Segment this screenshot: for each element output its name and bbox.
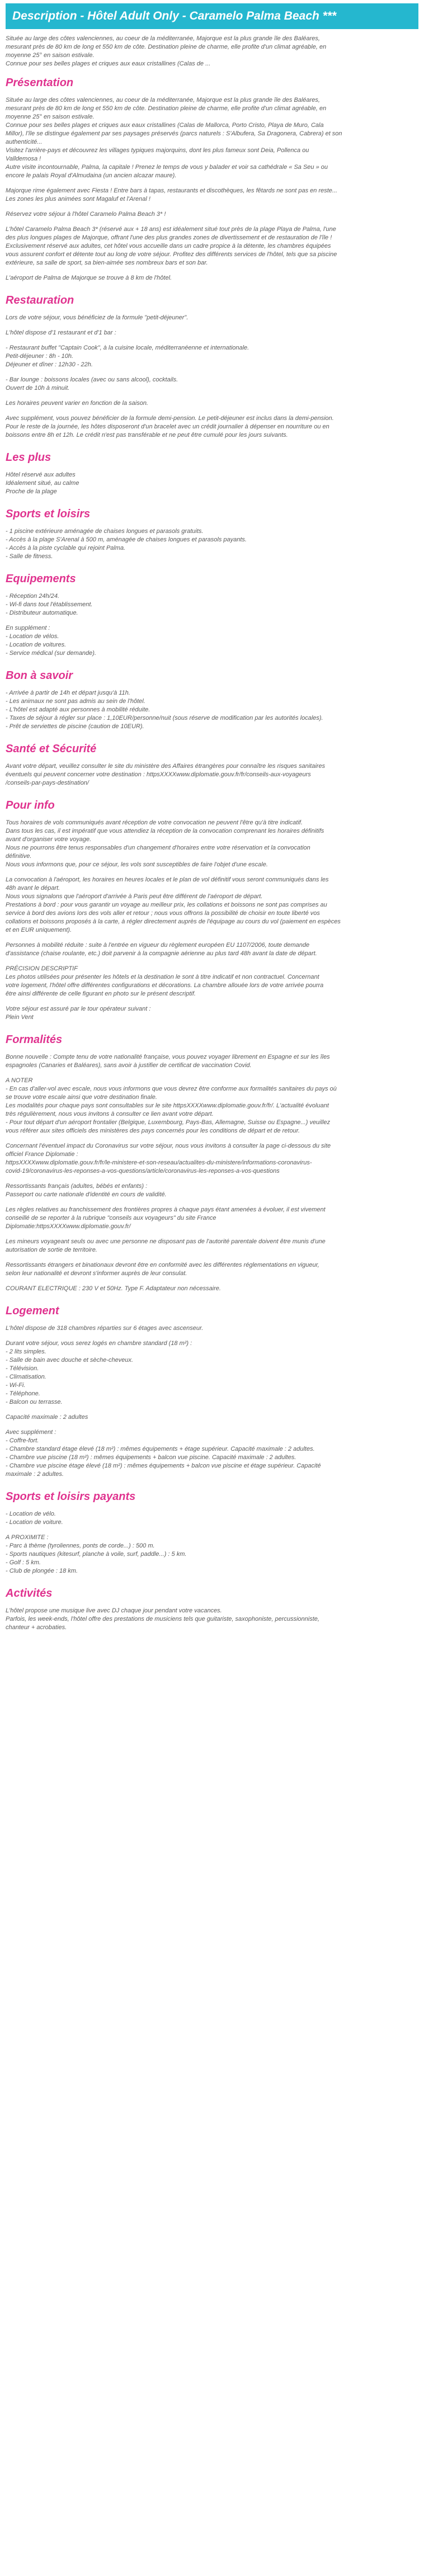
- text-block: [6, 96, 418, 180]
- text-line: - Sports nautiques (kitesurf, planche à voile, surf, paddle...) : 5 km.: [6, 1551, 187, 1558]
- text-line: chanteur + acrobaties.: [6, 1624, 67, 1631]
- text-line: Tous horaires de vols communiqués avant réception de votre convocation ne peuvent l'être qu'à titre indicatif.: [6, 819, 303, 826]
- text-line: Millor), l'île se distingue également par ses paysages préservés (parcs naturels : S'Albufera, Sa Dragonera, Cabrera) et son: [6, 130, 342, 137]
- section: [6, 799, 418, 1022]
- text-block: [6, 1428, 418, 1479]
- text-block: [6, 1413, 418, 1422]
- text-line: PRÉCISION DESCRIPTIF: [6, 965, 78, 972]
- text-block: [6, 1206, 418, 1231]
- section-title: Restauration: [6, 294, 74, 306]
- text-line: des plus longues plages de Majorque, offrant l'une des plus grandes zones de divertissement et de restauration de l'île !: [6, 234, 332, 241]
- text-block: [6, 941, 418, 958]
- text-block: [6, 414, 418, 440]
- text-line: - Chambre vue piscine étage élevé (18 m²) : mêmes équipements + balcon vue piscine et étage supérieur. Capacité: [6, 1462, 321, 1469]
- text-line: covid-19/coronavirus-les-reponses-a-vos-questions/article/coronavirus-les-reponses-a-vos-questions: [6, 1168, 280, 1174]
- text-block: [6, 1142, 418, 1176]
- text-block: [6, 1324, 418, 1333]
- text-line: Déjeuner et dîner : 12h30 - 22h.: [6, 361, 93, 368]
- text-line: - Wi-Fi.: [6, 1382, 26, 1389]
- text-line: COURANT ELECTRIQUE : 230 V et 50Hz. Type F. Adaptateur non nécessaire.: [6, 1285, 221, 1292]
- text-line: avant d'organiser votre voyage.: [6, 836, 92, 843]
- text-block: [6, 689, 418, 731]
- text-block: [6, 314, 418, 322]
- text-block: [6, 876, 418, 935]
- text-line: Lors de votre séjour, vous bénéficiez de la formule "petit-déjeuner".: [6, 314, 189, 321]
- text-line: Avant votre départ, veuillez consulter le site du ministère des Affaires étrangères pour connaître les risques sanitaires: [6, 763, 326, 770]
- text-block: [6, 1182, 418, 1199]
- text-line: service à bord des avions lors des vols aller et retour ; nous vous offrons la possibilité de choisir en toute liberté vos: [6, 910, 320, 917]
- section-title: Bon à savoir: [6, 669, 73, 682]
- text-block: [6, 1238, 418, 1254]
- intro-line: mesurant près de 80 km de long et 550 km de côte. Destination pleine de charme, elle profite d'un climat agréable, en: [6, 44, 327, 50]
- text-line: En supplément :: [6, 625, 50, 631]
- section: [6, 742, 418, 787]
- text-line: - Club de plongée : 18 km.: [6, 1568, 78, 1574]
- text-line: Passeport ou carte nationale d'identité en cours de validité.: [6, 1191, 167, 1198]
- text-block: [6, 1261, 418, 1278]
- text-line: - Coffre-fort.: [6, 1437, 39, 1444]
- text-line: - Restaurant buffet "Captain Cook", à la cuisine locale, méditerranéenne et internationale.: [6, 345, 249, 351]
- text-line: autorisation de sortie de territoire.: [6, 1247, 97, 1253]
- text-line: Dans tous les cas, il est impératif que vous attendiez la réception de la convocation comprenant les horaires définitifs: [6, 828, 324, 834]
- text-line: Idéalement situé, au calme: [6, 480, 79, 487]
- text-line: très régulièrement, nous vous invitons à consulter ce lien avant votre départ.: [6, 1111, 214, 1117]
- intro-line: Située au large des côtes valenciennes, au coeur de la méditerranée, Majorque est la plus grande île des Baléares,: [6, 35, 320, 42]
- text-line: Parfois, les week-ends, l'hôtel offre des prestations de musiciens tels que guitariste, saxophoniste, percussionniste,: [6, 1616, 319, 1622]
- section: [6, 1587, 418, 1632]
- text-block: [6, 344, 418, 369]
- text-line: Nous vous informons que, pour ce séjour, les vols sont susceptibles de faire l'objet d'une escale.: [6, 861, 268, 868]
- text-line: Connue pour ses belles plages et criques aux eaux cristallines (Calas de Mallorca, Porto Cristo, Playa de Muro, Cala: [6, 122, 324, 129]
- text-line: se trouve votre escale ainsi que votre destination finale.: [6, 1094, 157, 1101]
- text-line: et en EUR uniquement).: [6, 927, 72, 933]
- text-line: Située au large des côtes valenciennes, au coeur de la méditerranée, Majorque est la plus grande île des Baléares,: [6, 97, 320, 103]
- text-line: Les règles relatives au franchissement des frontières propres à chaque pays étant amenées à évoluer, il est vivement: [6, 1206, 326, 1213]
- text-line: Les photos utilisées pour présenter les hôtels et la destination le sont à titre indicatif et non contractuel. Concernant: [6, 974, 319, 980]
- text-line: - Salle de bain avec douche et sèche-cheveux.: [6, 1357, 134, 1364]
- text-line: - Télévision.: [6, 1365, 39, 1372]
- text-line: - Golf : 5 km.: [6, 1559, 41, 1566]
- text-line: Petit-déjeuner : 8h - 10h.: [6, 353, 74, 360]
- text-line: - Parc à thème (tyroliennes, ponts de corde...) : 500 m.: [6, 1542, 155, 1549]
- section: [6, 1033, 418, 1293]
- text-line: Plein Vent: [6, 1014, 34, 1021]
- text-line: Durant votre séjour, vous serez logés en chambre standard (18 m²) :: [6, 1340, 192, 1347]
- section: [6, 451, 418, 496]
- text-line: Avec supplément, vous pouvez bénéficier de la formule demi-pension. Le petit-déjeuner est inclus dans la demi-pension.: [6, 415, 334, 422]
- text-line: Avec supplément :: [6, 1429, 56, 1436]
- text-line: 48h avant le départ.: [6, 885, 60, 891]
- section-title: Activités: [6, 1587, 53, 1600]
- text-line: votre logement, l'hôtel offre différentes configurations et décorations. La chambre allouée lors de votre arrivée pourra: [6, 982, 324, 989]
- text-line: - Pour tout départ d'un aéroport frontalier (Belgique, Luxembourg, Pays-Bas, Allemagne, Suisse ou Espagne...) veuillez: [6, 1119, 331, 1126]
- text-line: - L'hôtel est adapté aux personnes à mobilité réduite.: [6, 706, 150, 713]
- text-line: boissons entre 8h et 12h. Le crédit n'est pas transférable et ne peut être cumulé pour les jours suivants.: [6, 432, 288, 438]
- text-block: [6, 527, 418, 561]
- text-line: La convocation à l'aéroport, les horaires en heures locales et le plan de vol définitif vous seront communiqués dans les: [6, 876, 329, 883]
- section: [6, 1490, 418, 1575]
- intro-line: moyenne 25° en saison estivale.: [6, 52, 95, 59]
- text-line: - Téléphone.: [6, 1390, 40, 1397]
- text-line: - Les animaux ne sont pas admis au sein de l'hôtel.: [6, 698, 145, 705]
- text-line: collations et boissons proposés à la carte, à régler directement auprès de l'équipage au cours du vol (paiement en espèces: [6, 918, 341, 925]
- text-line: éventuels qui peuvent concerner votre destination : httpsXXXXwww.diplomatie.gouv.fr/fr/conseils-aux-voyageurs: [6, 771, 311, 778]
- text-block: [6, 225, 418, 267]
- text-line: vous assurent confort et détente tout au long de votre séjour. Profitez des différents services de l'hôtel, tels que sa piscine: [6, 251, 337, 258]
- text-block: [6, 1607, 418, 1632]
- text-line: - En cas d'aller-vol avec escale, nous vous informons que vous devrez être conforme aux formalités sanitaires du pays où: [6, 1086, 337, 1092]
- text-line: selon leur nationalité et devront s'informer auprès de leur consulat.: [6, 1270, 187, 1277]
- text-line: L'hôtel dispose d'1 restaurant et d'1 bar :: [6, 329, 116, 336]
- text-line: Les modalités pour chaque pays sont consultables sur le site httpsXXXXwww.diplomatie.gouv.fr/fr/. L'actualité évoluant: [6, 1102, 329, 1109]
- text-line: - Bar lounge : boissons locales (avec ou sans alcool), cocktails.: [6, 376, 178, 383]
- text-line: espagnoles (Canaries et Baléares), sans avoir à justifier de certificat de vaccination Covid.: [6, 1062, 252, 1069]
- text-line: - 2 lits simples.: [6, 1348, 46, 1355]
- text-line: - Prêt de serviettes de piscine (caution de 10EUR).: [6, 723, 144, 730]
- sections-container: [6, 76, 418, 1632]
- text-line: - Arrivée à partir de 14h et départ jusqu'à 11h.: [6, 690, 130, 696]
- section-title: Sports et loisirs payants: [6, 1490, 136, 1503]
- text-line: L'hôtel Caramelo Palma Beach 3* (réservé aux + 18 ans) est idéalement situé tout près de la plage Playa de Palma, l'une: [6, 226, 336, 233]
- text-line: Visitez l'arrière-pays et découvrez les villages typiques majorquins, dont les plus fameux sont Deia, Pollenca ou: [6, 147, 309, 154]
- text-line: Prestations à bord : pour vous garantir un voyage au meilleur prix, les collations et boissons ne sont pas comprises au: [6, 902, 327, 908]
- text-line: L'aéroport de Palma de Majorque se trouve à 8 km de l'hôtel.: [6, 275, 172, 281]
- text-line: vous référer aux sites officiels des ministères des pays concernés pour les conditions de départ et de retour.: [6, 1127, 300, 1134]
- text-line: - Service médical (sur demande).: [6, 650, 97, 657]
- text-line: - Location de voiture.: [6, 1519, 63, 1526]
- text-line: Les mineurs voyageant seuls ou avec une personne ne disposant pas de l'autorité parentale doivent être munis d'une: [6, 1238, 326, 1245]
- text-line: - 1 piscine extérieure aménagée de chaises longues et parasols gratuits.: [6, 528, 204, 535]
- text-block: [6, 819, 418, 869]
- text-line: Les horaires peuvent varier en fonction de la saison.: [6, 400, 148, 407]
- text-line: - Balcon ou terrasse.: [6, 1399, 63, 1405]
- text-block: [6, 329, 418, 337]
- section-title: Sports et loisirs: [6, 508, 91, 520]
- text-line: Ouvert de 10h à minuit.: [6, 385, 70, 391]
- text-line: Nous ne pourrons être tenus responsables d'un changement d'horaires entre votre réservation et la convocation: [6, 844, 310, 851]
- text-line: Exclusivement réservé aux adultes, cet hôtel vous accueille dans un cadre propice à la détente, les chambres équipées: [6, 243, 331, 249]
- text-block: [6, 592, 418, 617]
- page-title: Description - Hôtel Adult Only - Caramelo Palma Beach ***: [6, 3, 418, 29]
- section-title: Equipements: [6, 573, 76, 585]
- section-title: Logement: [6, 1305, 59, 1317]
- section-title: Santé et Sécurité: [6, 743, 97, 755]
- text-line: maximale : 2 adultes.: [6, 1471, 64, 1478]
- text-line: Autre visite incontournable, Palma, la capitale ! Prenez le temps de vous y balader et voir sa cathédrale « Sa Seu » ou: [6, 164, 328, 171]
- text-line: être ainsi différente de celle figurant en photo sur le présent descriptif.: [6, 990, 196, 997]
- text-line: - Accès à la plage S'Arenal à 500 m, aménagée de chaises longues et parasols payants.: [6, 536, 247, 543]
- text-line: Majorque rime également avec Fiesta ! Entre bars à tapas, restaurants et discothèques, les fêtards ne sont pas en reste...: [6, 187, 338, 194]
- text-line: L'hôtel propose une musique live avec DJ chaque jour pendant votre vacances.: [6, 1607, 222, 1614]
- section: [6, 294, 418, 440]
- text-block: [6, 1005, 418, 1022]
- text-line: encore le palais Royal d'Almudaina (un ancien alcazar maure).: [6, 172, 177, 179]
- intro-line: Connue pour ses belles plages et criques aux eaux cristallines (Calas de ...: [6, 60, 211, 67]
- text-block: [6, 274, 418, 282]
- text-line: httpsXXXXwww.diplomatie.gouv.fr/fr/le-ministere-et-son-reseau/actualites-du-ministere/informations-coronavirus-: [6, 1159, 312, 1166]
- section: [6, 669, 418, 731]
- section-title: Les plus: [6, 451, 51, 464]
- text-block: [6, 624, 418, 658]
- text-line: d'assistance (chaise roulante, etc.) doit parvenir à la compagnie aérienne au plus tard 48h avant la date de départ.: [6, 950, 317, 957]
- text-block: [6, 1053, 418, 1070]
- text-line: Les zones les plus animées sont Magaluf et l'Arenal !: [6, 196, 150, 202]
- text-line: L'hôtel dispose de 318 chambres réparties sur 6 étages avec ascenseur.: [6, 1325, 204, 1332]
- text-line: Concernant l'éventuel impact du Coronavirus sur votre séjour, nous vous invitons à consulter la page ci-dessous du site: [6, 1143, 331, 1149]
- text-line: - Wi-fi dans tout l'établissement.: [6, 601, 93, 608]
- text-block: [6, 1534, 418, 1575]
- text-line: /conseils-par-pays-destination/: [6, 780, 89, 786]
- text-line: Pour le reste de la journée, les hôtes disposeront d'un bracelet avec un crédit journalier à dépenser en nourriture ou en: [6, 423, 329, 430]
- text-block: [6, 1285, 418, 1293]
- section: [6, 572, 418, 658]
- text-line: Ressortissants français (adultes, bébés et enfants) :: [6, 1183, 148, 1190]
- section-title: Présentation: [6, 77, 74, 89]
- text-line: - Location de voitures.: [6, 641, 67, 648]
- text-block: [6, 376, 418, 393]
- text-line: - Taxes de séjour à régler sur place : 1,10EUR/personne/nuit (sous réserve de modification par les autorités locales).: [6, 715, 323, 721]
- text-block: [6, 471, 418, 496]
- text-line: Ressortissants étrangers et binationaux devront être en conformité avec les différentes réglementations en vigueur,: [6, 1262, 319, 1268]
- text-line: A PROXIMITE :: [6, 1534, 49, 1541]
- text-line: authenticité...: [6, 139, 43, 145]
- text-line: extérieure, sa salle de sport, sa bien-aimée ses nombreux bars et son bar.: [6, 260, 208, 266]
- text-line: A NOTER: [6, 1077, 33, 1084]
- text-line: - Chambre vue piscine (18 m²) : mêmes équipements + balcon vue piscine. Capacité maximale : 2 adultes.: [6, 1454, 296, 1461]
- text-line: Diplomatie:httpsXXXXwww.diplomatie.gouv.fr/: [6, 1223, 131, 1230]
- text-line: Capacité maximale : 2 adultes: [6, 1414, 88, 1421]
- text-line: - Salle de fitness.: [6, 553, 53, 560]
- text-line: - Distributeur automatique.: [6, 610, 78, 616]
- text-line: - Chambre standard étage élevé (18 m²) : mêmes équipements + étage supérieur. Capacité maximale : 2 adultes.: [6, 1446, 315, 1452]
- text-block: [6, 1339, 418, 1407]
- text-line: Personnes à mobilité réduite : suite à l'entrée en vigueur du règlement européen EU 1107/2006, toute demande: [6, 942, 310, 949]
- text-block: [6, 1510, 418, 1527]
- text-line: officiel France Diplomatie :: [6, 1151, 78, 1158]
- text-line: Réservez votre séjour à l'hôtel Caramelo Palma Beach 3* !: [6, 211, 166, 218]
- text-line: Hôtel réservé aux adultes: [6, 471, 76, 478]
- section: [6, 1304, 418, 1479]
- section-title: Pour info: [6, 799, 55, 812]
- text-block: [6, 399, 418, 408]
- text-line: conseillé de se reporter à la rubrique "conseils aux voyageurs" du site France: [6, 1215, 216, 1221]
- text-block: [6, 187, 418, 204]
- text-line: - Climatisation.: [6, 1374, 46, 1380]
- text-block: [6, 762, 418, 787]
- text-line: Nous vous signalons que l'aéroport d'arrivée à Paris peut être différent de l'aéroport de départ.: [6, 893, 263, 900]
- text-line: Valldemosa !: [6, 155, 41, 162]
- text-line: Votre séjour est assuré par le tour opérateur suivant :: [6, 1006, 151, 1012]
- text-line: - Location de vélos.: [6, 633, 59, 640]
- text-block: [6, 965, 418, 998]
- text-block: [6, 210, 418, 219]
- text-line: - Réception 24h/24.: [6, 593, 60, 600]
- text-line: mesurant près de 80 km de long et 550 km de côte. Destination pleine de charme, elle profite d'un climat agréable, en: [6, 105, 327, 112]
- section: [6, 76, 418, 282]
- text-line: - Location de vélo.: [6, 1511, 56, 1517]
- text-block: [6, 1077, 418, 1135]
- text-line: Bonne nouvelle : Compte tenu de votre nationalité française, vous pouvez voyager librement en Espagne et sur les îles: [6, 1054, 330, 1060]
- text-line: - Accès à la piste cyclable qui rejoint Palma.: [6, 545, 126, 551]
- text-line: moyenne 25° en saison estivale.: [6, 114, 95, 120]
- section-title: Formalités: [6, 1034, 63, 1046]
- section: [6, 507, 418, 561]
- text-line: définitive.: [6, 853, 32, 860]
- intro-text: [6, 35, 418, 68]
- text-line: Proche de la plage: [6, 488, 57, 495]
